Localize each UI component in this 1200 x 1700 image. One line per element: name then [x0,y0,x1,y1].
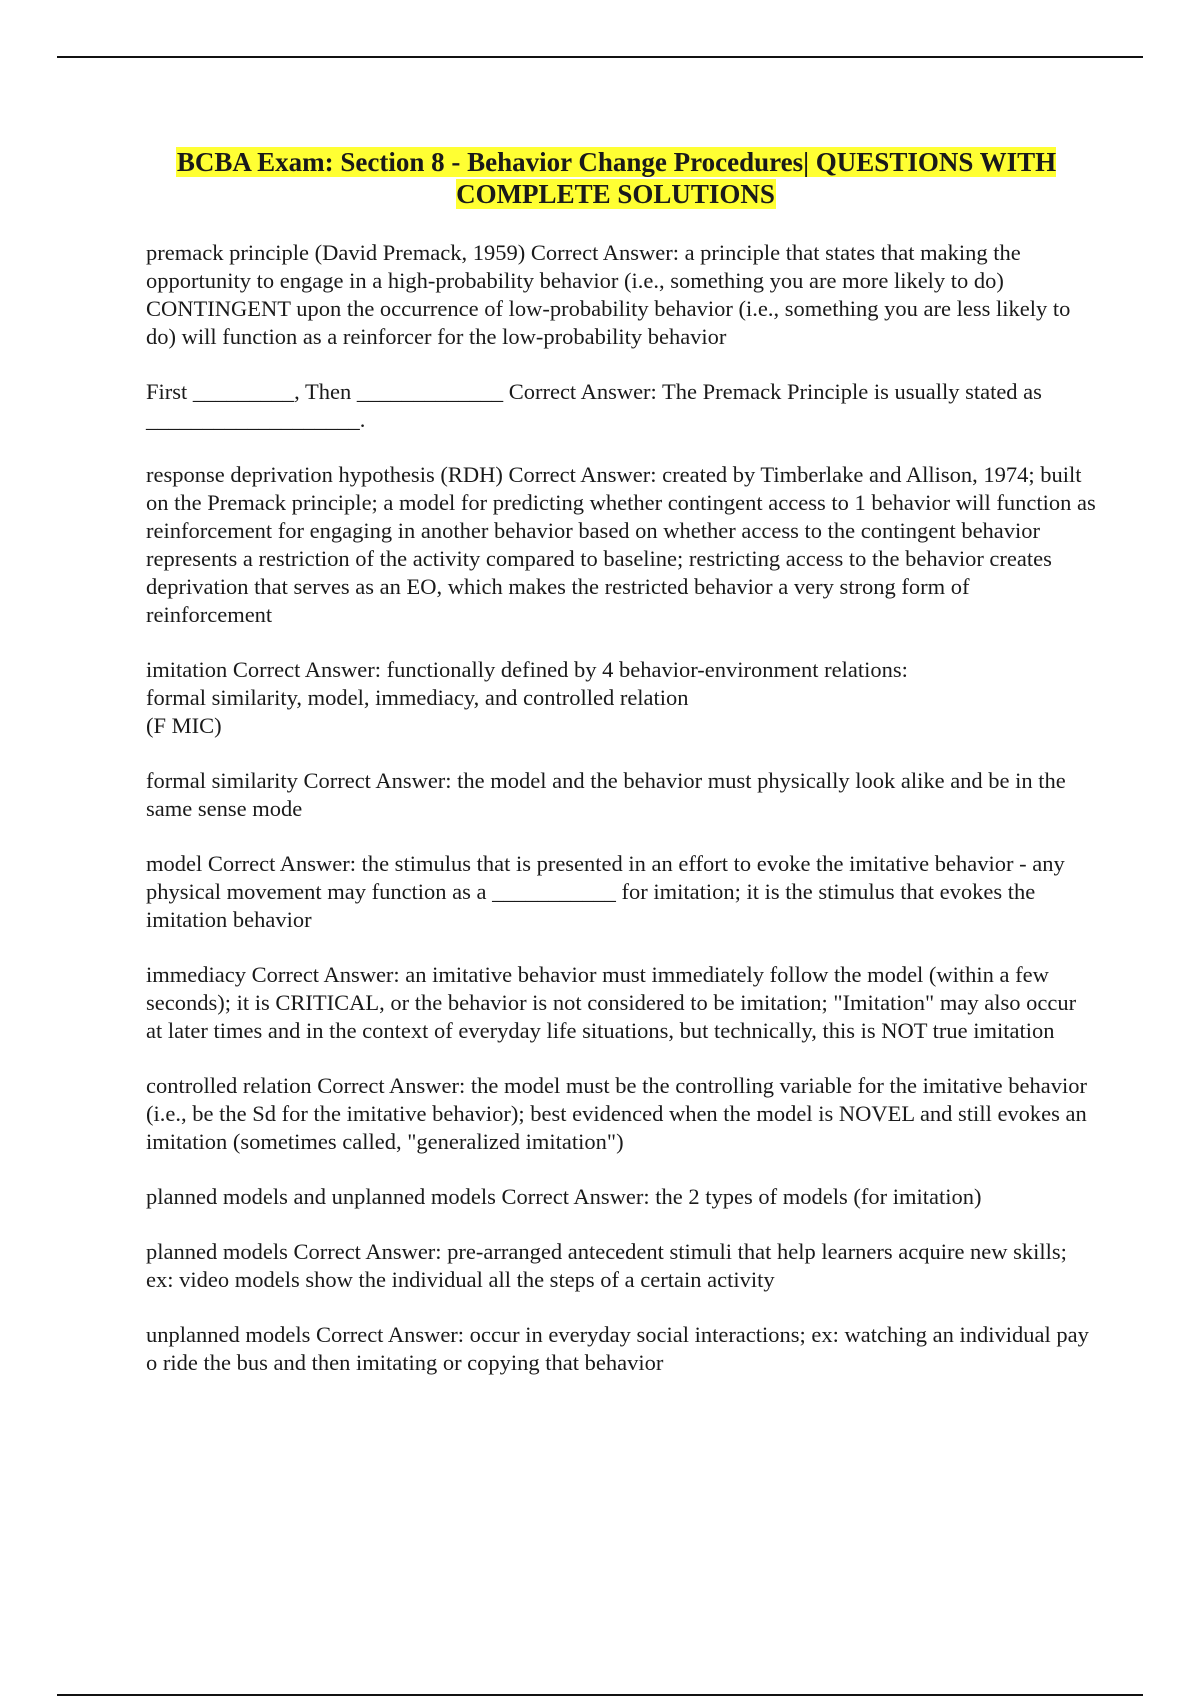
qa-entry-model: model Correct Answer: the stimulus that is presented in an effort to evoke the imitative behavior - any physical movement may function as a ___________ for imitation; it is the stimulus that evokes the imitation behavior [146,851,1065,932]
qa-entry-immediacy: immediacy Correct Answer: an imitative behavior must immediately follow the model (within a few seconds); it is CRITICAL, or the behavior is not considered to be imitation; "Imitation" may also occur at later times and in the context of everyday life situations, but technically, this is NOT true imitation [146,962,1077,1043]
document-title-text: BCBA Exam: Section 8 - Behavior Change Procedures| QUESTIONS WITH COMPLETE SOLUTIONS [176,147,1057,209]
bottom-divider [57,1694,1143,1696]
qa-entry-formal-similarity: formal similarity Correct Answer: the model and the behavior must physically look alike and be in the same sense mode [146,768,1066,821]
qa-entry-controlled-relation: controlled relation Correct Answer: the model must be the controlling variable for the imitative behavior (i.e., be the Sd for the imitative behavior); best evidenced when the model is NOVEL and still evokes an imitation (sometimes called, "generalized imitation") [146,1073,1087,1154]
qa-entry-planned-models: planned models Correct Answer: pre-arranged antecedent stimuli that help learners acquire new skills; ex: video models show the individual all the steps of a certain activity [146,1239,1067,1292]
qa-entry-first-then: First _________, Then _____________ Correct Answer: The Premack Principle is usually stated as ___________________. [146,379,1042,432]
document-title [146,146,1086,210]
qa-entry-unplanned-models: unplanned models Correct Answer: occur in everyday social interactions; ex: watching an individual pay o ride the bus and then imitating or copying that behavior [146,1322,1089,1375]
qa-entry-planned-unplanned-models: planned models and unplanned models Correct Answer: the 2 types of models (for imitation) [146,1184,982,1209]
qa-entry-response-deprivation: response deprivation hypothesis (RDH) Correct Answer: created by Timberlake and Allison, 1974; built on the Premack principle; a model for predicting whether contingent access to 1 behavior will function as reinforcement for engaging in another behavior based on whether access to the contingent behavior represents a restriction of the activity compared to baseline; restricting access to the behavior creates deprivation that serves as an EO, which makes the restricted behavior a very strong form of reinforcement [146,462,1096,627]
top-divider [57,56,1143,58]
qa-entry-premack-principle: premack principle (David Premack, 1959) Correct Answer: a principle that states that making the opportunity to engage in a high-probability behavior (i.e., something you are more likely to do) CONTINGENT upon the occurrence of low-probability behavior (i.e., something you are less likely to do) will function as a reinforcer for the low-probability behavior [146,240,1071,349]
qa-entries [146,239,1096,1404]
qa-entry-imitation: imitation Correct Answer: functionally defined by 4 behavior-environment relations: formal similarity, model, immediacy, and controlled relation (F MIC) [146,657,908,738]
